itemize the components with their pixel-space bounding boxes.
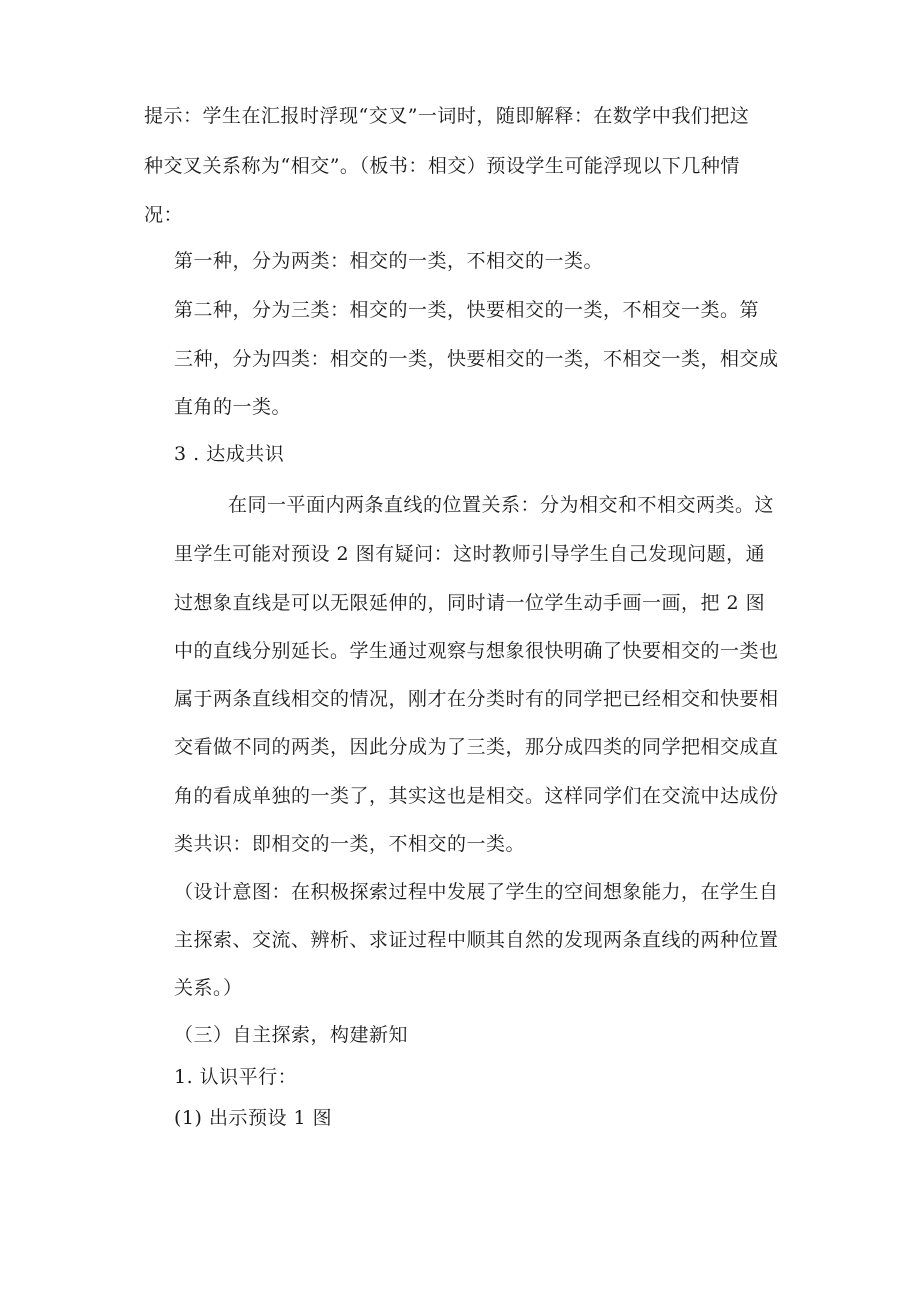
section-heading: （三）自主探索，构建新知: [174, 1024, 409, 1046]
text-line: 类共识：即相交的一类，不相交的一类。: [174, 833, 526, 855]
text-line: 第一种，分为两类：相交的一类，不相交的一类。: [174, 250, 604, 272]
text-line: 关系。）: [174, 977, 243, 999]
text-line: 主探索、交流、辨析、求证过程中顺其自然的发现两条直线的两种位置: [174, 929, 779, 951]
text-line: 角的看成单独的一类了，其实这也是相交。这样同学们在交流中达成份: [174, 785, 779, 807]
text-line: 第二种，分为三类：相交的一类，快要相交的一类，不相交一类。第: [174, 299, 760, 321]
text-line: 过想象直线是可以无限延伸的，同时请一位学生动手画一画，把 2 图: [174, 592, 766, 614]
text-line: 交看做不同的两类，因此分成为了三类，那分成四类的同学把相交成直: [174, 736, 779, 758]
list-item: (1) 出示预设 1 图: [174, 1107, 333, 1129]
text-line: 里学生可能对预设 2 图有疑问：这时教师引导学生自己发现问题，通: [174, 543, 766, 565]
text-line: 属于两条直线相交的情况，刚才在分类时有的同学把已经相交和快要相: [174, 688, 779, 710]
text-line: （设计意图：在积极探索过程中发展了学生的空间想象能力，在学生自: [174, 881, 779, 903]
text-line: 在同一平面内两条直线的位置关系：分为相交和不相交两类。这: [228, 494, 775, 516]
text-line: 直角的一类。: [174, 396, 292, 418]
text-line: 中的直线分别延长。学生通过观察与想象很快明确了快要相交的一类也: [174, 640, 779, 662]
text-line: 种交叉关系称为“相交”。（板书：相交）预设学生可能浮现以下几种情: [144, 155, 740, 177]
text-line: 三种，分为四类：相交的一类，快要相交的一类，不相交一类，相交成: [174, 348, 779, 370]
text-line: 况：: [144, 204, 184, 226]
subsection-heading: 1. 认识平行：: [174, 1066, 298, 1088]
text-line: 提示：学生在汇报时浮现“交叉”一词时，随即解释：在数学中我们把这: [144, 105, 750, 127]
section-heading: 3 . 达成共识: [174, 443, 285, 465]
